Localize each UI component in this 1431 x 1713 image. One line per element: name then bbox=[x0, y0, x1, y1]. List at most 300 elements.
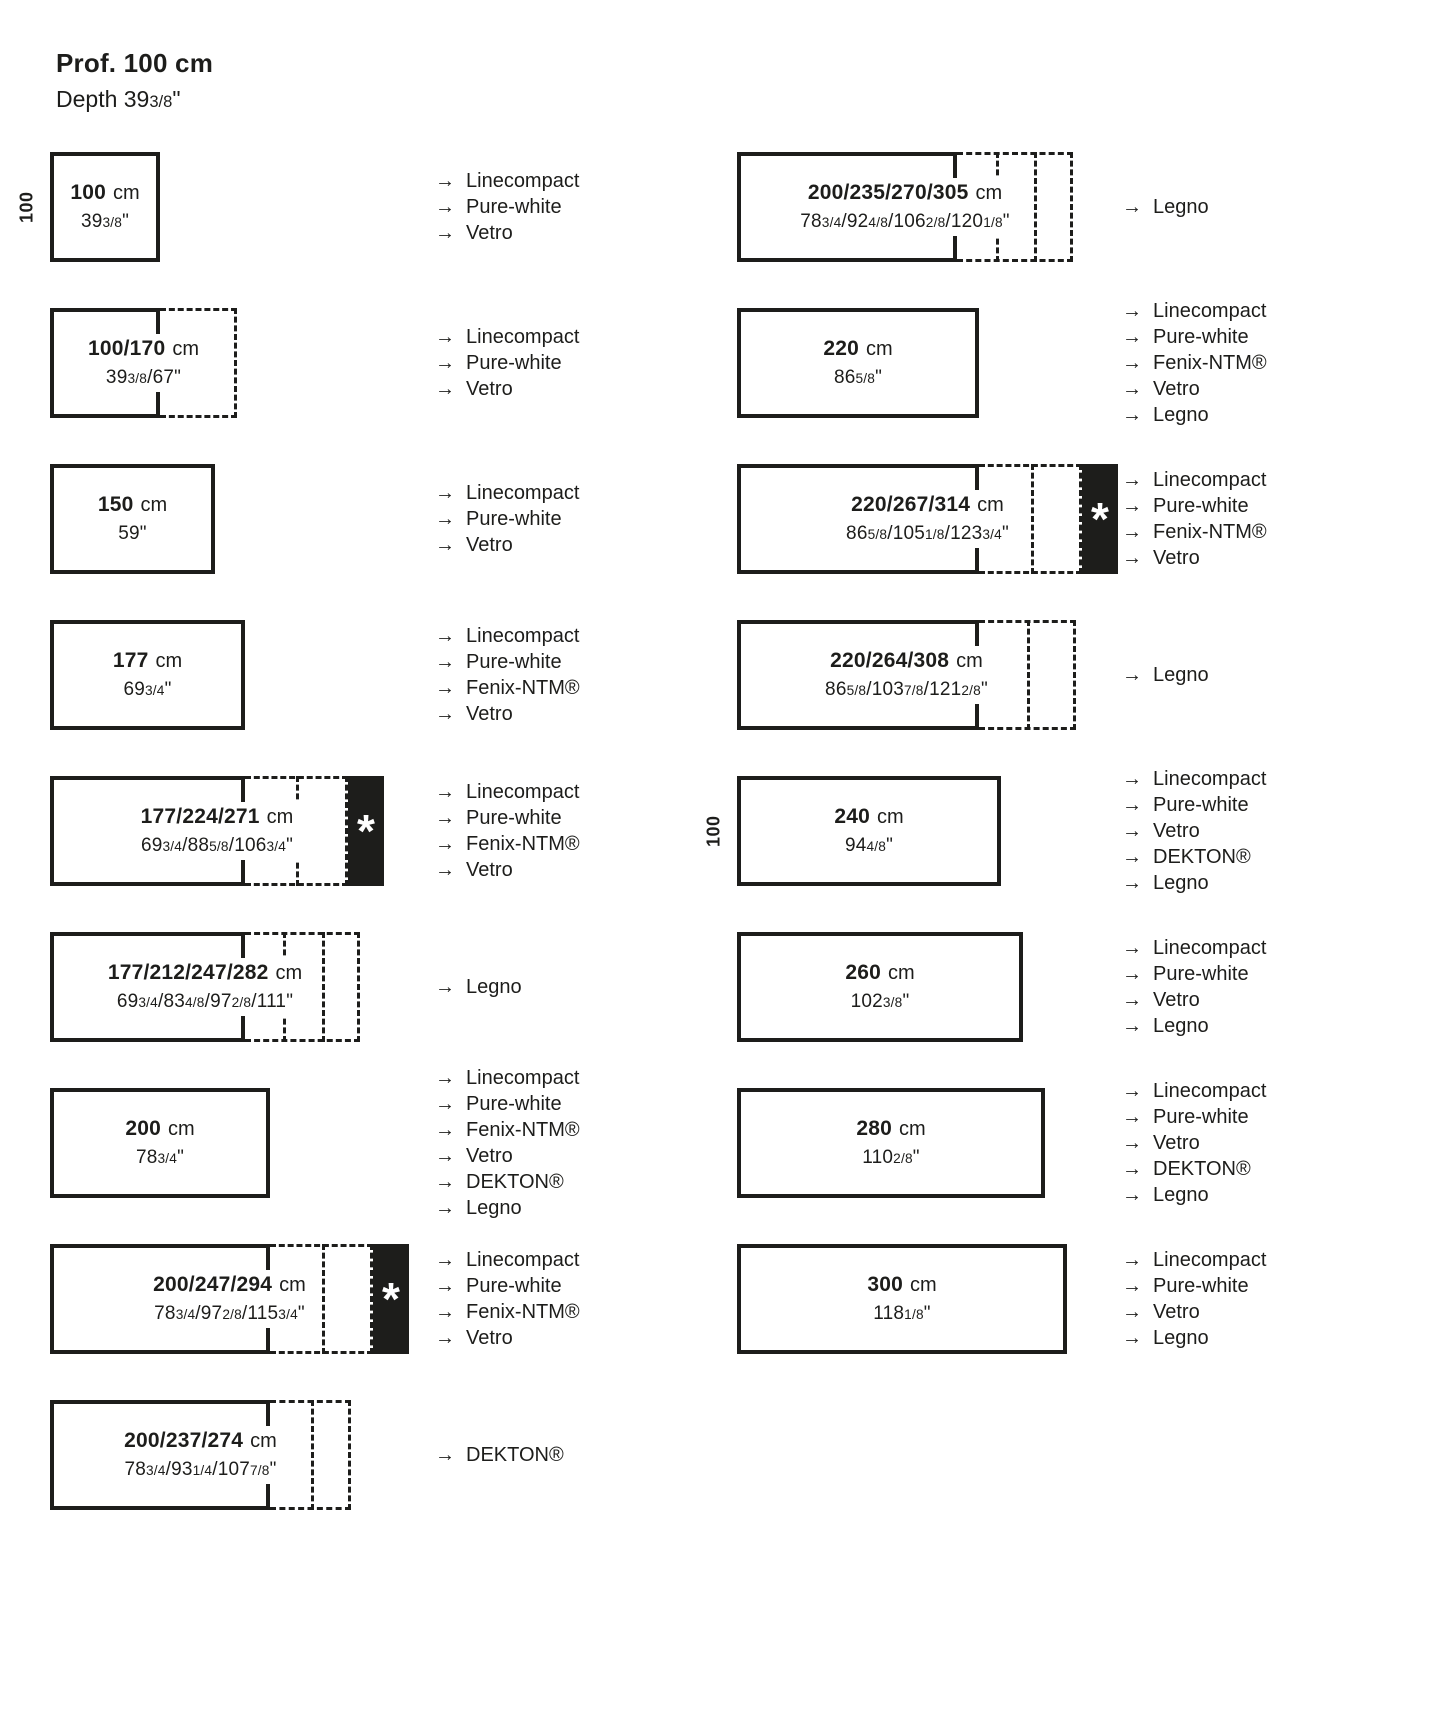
dimension-text: /93 bbox=[165, 1459, 193, 1480]
size-diagram bbox=[737, 1244, 1122, 1354]
extension-divider bbox=[1027, 620, 1030, 730]
material-item bbox=[1122, 298, 1267, 324]
fraction-text: 3/8 bbox=[149, 92, 173, 111]
size-inches-line bbox=[825, 679, 988, 701]
material-item bbox=[1122, 1104, 1266, 1130]
arrow-icon: → bbox=[1122, 1158, 1142, 1180]
arrow-icon: → bbox=[1122, 300, 1142, 322]
dimension-text: /105 bbox=[887, 523, 925, 544]
size-cm-line bbox=[125, 1117, 194, 1141]
material-item bbox=[435, 1065, 580, 1091]
size-cm-value: 220/264/308 bbox=[830, 649, 950, 672]
extension-divider bbox=[322, 932, 325, 1042]
materials-cell bbox=[435, 308, 579, 418]
size-diagram bbox=[50, 1244, 435, 1354]
depth-side-label: 100 bbox=[16, 191, 37, 223]
arrow-icon: → bbox=[435, 1301, 455, 1323]
size-row bbox=[50, 1400, 580, 1510]
arrow-icon: → bbox=[435, 170, 455, 192]
fraction-text: 3/8 bbox=[102, 215, 123, 230]
tabletop-outline bbox=[50, 152, 160, 262]
size-diagram bbox=[50, 1088, 435, 1198]
size-cm-value: 220/267/314 bbox=[851, 493, 971, 516]
dimension-text: 78 bbox=[135, 1147, 158, 1168]
materials-list bbox=[1122, 1078, 1266, 1208]
material-label: Vetro bbox=[466, 859, 513, 881]
tabletop-outline bbox=[737, 776, 1001, 886]
size-diagram bbox=[50, 464, 435, 574]
size-cm-value: 280 bbox=[856, 1117, 892, 1140]
size-row bbox=[737, 152, 1267, 262]
arrow-icon: → bbox=[1122, 404, 1142, 426]
tabletop-outline bbox=[50, 464, 215, 574]
fraction-text: 1/8 bbox=[924, 527, 945, 542]
size-cm-unit: cm bbox=[167, 1118, 195, 1140]
material-label: Linecompact bbox=[1153, 1080, 1267, 1102]
arrow-icon: → bbox=[1122, 326, 1142, 348]
arrow-icon: → bbox=[435, 781, 455, 803]
fraction-text: 3/4 bbox=[278, 1307, 298, 1322]
extension-divider bbox=[1034, 152, 1037, 262]
size-cm-value: 220 bbox=[823, 337, 859, 360]
material-label: Vetro bbox=[466, 534, 513, 556]
asterisk-icon: * bbox=[357, 805, 375, 857]
materials-cell bbox=[1122, 1080, 1267, 1206]
size-cm-unit: cm bbox=[909, 1274, 937, 1296]
dimension-text: " bbox=[269, 1459, 277, 1480]
size-diagram bbox=[50, 620, 435, 730]
tabletop-outline bbox=[50, 1400, 351, 1510]
size-row bbox=[737, 464, 1267, 574]
size-inches-line bbox=[845, 991, 914, 1013]
size-label bbox=[117, 1114, 202, 1172]
material-label: Vetro bbox=[466, 1145, 513, 1167]
material-label: Fenix-NTM® bbox=[466, 1119, 580, 1141]
material-item bbox=[435, 506, 579, 532]
fraction-text: 5/8 bbox=[855, 371, 876, 386]
material-label: Legno bbox=[1153, 1327, 1209, 1349]
arrow-icon: → bbox=[435, 508, 455, 530]
dimension-text: " bbox=[980, 679, 988, 700]
materials-cell bbox=[1122, 300, 1267, 426]
fraction-text: 3/8 bbox=[127, 371, 148, 386]
arrow-icon: → bbox=[1122, 547, 1142, 569]
dimension-text: /97 bbox=[195, 1303, 223, 1324]
material-item bbox=[435, 376, 579, 402]
arrow-icon: → bbox=[1122, 469, 1142, 491]
material-label: Pure-white bbox=[1153, 1106, 1249, 1128]
fraction-text: 2/8 bbox=[231, 995, 252, 1010]
size-label bbox=[815, 334, 900, 392]
dimension-text: 78 bbox=[800, 211, 822, 232]
material-label: Vetro bbox=[1153, 378, 1200, 400]
materials-cell bbox=[1122, 1244, 1266, 1354]
arrow-icon: → bbox=[1122, 495, 1142, 517]
material-item bbox=[435, 857, 580, 883]
material-item bbox=[1122, 467, 1267, 493]
size-inches-line bbox=[823, 367, 892, 389]
material-item bbox=[435, 1195, 580, 1221]
size-cm-line bbox=[800, 181, 1010, 205]
dimension-text: /123 bbox=[944, 523, 983, 544]
arrow-icon: → bbox=[1122, 1327, 1142, 1349]
material-label: Legno bbox=[466, 976, 522, 998]
material-label: Fenix-NTM® bbox=[1153, 352, 1267, 374]
dimension-text: 39 bbox=[105, 367, 128, 388]
size-cm-line bbox=[846, 493, 1009, 517]
asterisk-icon: * bbox=[382, 1273, 400, 1325]
material-item bbox=[1122, 1156, 1266, 1182]
size-label bbox=[848, 1114, 933, 1172]
size-cm-unit: cm bbox=[898, 1118, 926, 1140]
materials-cell bbox=[435, 152, 579, 262]
size-inches-line bbox=[70, 211, 139, 233]
dimension-text: " bbox=[177, 1147, 185, 1168]
depth-side-label: 100 bbox=[703, 815, 724, 847]
material-label: Linecompact bbox=[466, 625, 580, 647]
size-cm-line bbox=[867, 1273, 936, 1297]
size-cm-value: 100 bbox=[70, 181, 106, 204]
size-diagram bbox=[737, 308, 1122, 418]
arrow-icon: → bbox=[435, 677, 455, 699]
tabletop-outline bbox=[50, 1244, 409, 1354]
materials-list bbox=[1122, 662, 1209, 688]
fraction-text: 3/4 bbox=[145, 1463, 166, 1478]
material-item bbox=[1122, 935, 1266, 961]
size-cm-unit: cm bbox=[172, 338, 199, 360]
dimension-text: " bbox=[286, 835, 294, 856]
material-item bbox=[435, 1117, 580, 1143]
material-item bbox=[435, 350, 579, 376]
size-cm-unit: cm bbox=[112, 182, 140, 204]
size-inches-line bbox=[834, 835, 903, 857]
material-item bbox=[435, 324, 579, 350]
dimension-text: 78 bbox=[154, 1303, 176, 1324]
material-item bbox=[1122, 545, 1267, 571]
arrow-icon: → bbox=[435, 1444, 455, 1466]
size-row bbox=[737, 620, 1267, 730]
dimension-text: 86 bbox=[846, 523, 868, 544]
dimension-text: /67" bbox=[147, 367, 182, 388]
arrow-icon: → bbox=[435, 1067, 455, 1089]
size-diagram bbox=[737, 1088, 1122, 1198]
fraction-text: 5/8 bbox=[209, 839, 229, 854]
dimension-text: " bbox=[875, 367, 883, 388]
materials-cell bbox=[1122, 152, 1209, 262]
dimension-text: " bbox=[902, 991, 910, 1012]
arrow-icon: → bbox=[1122, 1106, 1142, 1128]
size-cm-value: 260 bbox=[845, 961, 881, 984]
size-cm-line bbox=[845, 961, 914, 985]
size-inches-line bbox=[867, 1303, 936, 1325]
materials-list bbox=[435, 1442, 564, 1468]
material-item bbox=[1122, 402, 1267, 428]
dimension-text: " bbox=[122, 211, 130, 232]
size-label bbox=[80, 334, 207, 392]
materials-cell bbox=[1122, 768, 1267, 894]
materials-list bbox=[1122, 194, 1209, 220]
material-label: Linecompact bbox=[466, 1249, 580, 1271]
materials-list bbox=[1122, 935, 1266, 1039]
dimension-text: 86 bbox=[833, 367, 856, 388]
materials-cell bbox=[1122, 464, 1267, 574]
material-label: Linecompact bbox=[1153, 768, 1267, 790]
size-cm-unit: cm bbox=[975, 182, 1003, 204]
size-cm-value: 200/235/270/305 bbox=[807, 181, 969, 204]
size-cm-unit: cm bbox=[956, 650, 983, 672]
extension-divider bbox=[322, 1244, 325, 1354]
material-label: Fenix-NTM® bbox=[466, 1301, 580, 1323]
dimension-text: 94 bbox=[844, 835, 867, 856]
fraction-text: 7/8 bbox=[903, 683, 924, 698]
material-label: Pure-white bbox=[466, 1275, 562, 1297]
material-item bbox=[1122, 1182, 1266, 1208]
fraction-text: 1/8 bbox=[983, 215, 1003, 230]
arrow-icon: → bbox=[435, 703, 455, 725]
material-label: Vetro bbox=[1153, 820, 1200, 842]
materials-list bbox=[1122, 766, 1266, 896]
size-cm-line bbox=[141, 805, 294, 829]
fraction-text: 7/8 bbox=[250, 1463, 270, 1478]
size-cm-value: 100/170 bbox=[88, 337, 166, 360]
materials-list bbox=[435, 779, 580, 883]
material-item bbox=[1122, 324, 1267, 350]
fraction-text: 3/4 bbox=[175, 1307, 196, 1322]
tabletop-outline bbox=[50, 1088, 270, 1198]
materials-cell bbox=[435, 1067, 580, 1219]
materials-list bbox=[435, 623, 580, 727]
fraction-text: 2/8 bbox=[222, 1307, 242, 1322]
arrow-icon: → bbox=[1122, 1015, 1142, 1037]
material-item bbox=[435, 1091, 580, 1117]
arrow-icon: → bbox=[1122, 989, 1142, 1011]
materials-list bbox=[435, 324, 579, 402]
arrow-icon: → bbox=[435, 352, 455, 374]
dimension-text: " bbox=[297, 1303, 305, 1324]
size-label bbox=[826, 802, 911, 860]
material-label: Legno bbox=[1153, 196, 1209, 218]
material-item bbox=[435, 1169, 580, 1195]
size-row bbox=[50, 776, 580, 886]
asterisk-marker bbox=[373, 1244, 409, 1354]
material-item bbox=[1122, 766, 1266, 792]
material-item bbox=[1122, 1078, 1266, 1104]
size-cm-line bbox=[124, 1429, 277, 1453]
material-label: Vetro bbox=[1153, 1132, 1200, 1154]
fraction-text: 3/4 bbox=[162, 839, 183, 854]
material-label: Linecompact bbox=[1153, 469, 1267, 491]
size-inches-line bbox=[141, 835, 294, 857]
size-cm-unit: cm bbox=[977, 494, 1004, 516]
dimension-text: 102 bbox=[850, 991, 883, 1012]
material-item bbox=[435, 805, 580, 831]
material-item bbox=[435, 649, 580, 675]
size-row bbox=[50, 1244, 580, 1354]
arrow-icon: → bbox=[435, 482, 455, 504]
material-item bbox=[435, 1247, 580, 1273]
material-label: DEKTON® bbox=[1153, 846, 1251, 868]
size-row bbox=[737, 300, 1267, 426]
arrow-icon: → bbox=[435, 196, 455, 218]
material-item bbox=[1122, 194, 1209, 220]
size-row bbox=[737, 1244, 1267, 1354]
size-diagram bbox=[737, 620, 1122, 730]
size-cm-line bbox=[70, 181, 139, 205]
material-label: Legno bbox=[1153, 872, 1209, 894]
fraction-text: 1/8 bbox=[904, 1307, 924, 1322]
material-item bbox=[1122, 818, 1266, 844]
size-label bbox=[859, 1270, 944, 1328]
dimension-text: " bbox=[1002, 211, 1010, 232]
arrow-icon: → bbox=[1122, 1132, 1142, 1154]
arrow-icon: → bbox=[1122, 963, 1142, 985]
size-cm-value: 300 bbox=[867, 1273, 903, 1296]
page-header bbox=[56, 48, 213, 113]
material-label: Pure-white bbox=[1153, 326, 1249, 348]
material-label: Vetro bbox=[466, 1327, 513, 1349]
material-label: Pure-white bbox=[1153, 963, 1249, 985]
arrow-icon: → bbox=[1122, 196, 1142, 218]
material-item bbox=[1122, 662, 1209, 688]
tabletop-outline bbox=[737, 620, 1076, 730]
material-item bbox=[435, 1299, 580, 1325]
dimension-text: 59" bbox=[118, 523, 147, 544]
fraction-text: 3/4 bbox=[982, 527, 1002, 542]
materials-cell bbox=[435, 620, 580, 730]
size-label bbox=[837, 958, 922, 1016]
size-row bbox=[50, 1067, 580, 1219]
material-item bbox=[1122, 961, 1266, 987]
materials-cell bbox=[435, 1244, 580, 1354]
material-label: Linecompact bbox=[466, 326, 580, 348]
material-label: Pure-white bbox=[466, 651, 562, 673]
size-cm-value: 177 bbox=[112, 649, 149, 672]
materials-cell bbox=[1122, 620, 1209, 730]
material-label: DEKTON® bbox=[1153, 1158, 1251, 1180]
material-label: Linecompact bbox=[1153, 937, 1267, 959]
tabletop-outline bbox=[737, 464, 1118, 574]
dimension-text: /107 bbox=[212, 1459, 250, 1480]
size-label bbox=[817, 646, 996, 704]
size-row bbox=[50, 308, 580, 418]
size-inches-line bbox=[124, 1459, 277, 1481]
material-item bbox=[435, 194, 579, 220]
size-diagram bbox=[50, 308, 435, 418]
dimension-text: /92 bbox=[841, 211, 869, 232]
asterisk-icon: * bbox=[1091, 493, 1109, 545]
size-cm-line bbox=[823, 337, 892, 361]
dimension-text: /106 bbox=[888, 211, 926, 232]
dimension-text: Depth 39 bbox=[56, 86, 150, 112]
size-inches-line bbox=[113, 679, 182, 701]
arrow-icon: → bbox=[1122, 846, 1142, 868]
material-item bbox=[435, 701, 580, 727]
dimension-text: " bbox=[164, 679, 172, 700]
materials-list bbox=[435, 1065, 580, 1221]
tabletop-outline bbox=[737, 308, 979, 418]
size-label bbox=[116, 1426, 285, 1484]
size-inches-line bbox=[108, 991, 302, 1013]
material-label: Vetro bbox=[466, 222, 513, 244]
size-cm-line bbox=[856, 1117, 925, 1141]
tabletop-outline bbox=[737, 1244, 1067, 1354]
size-inches-line bbox=[88, 367, 199, 389]
material-item bbox=[435, 168, 579, 194]
size-inches-line bbox=[125, 1147, 194, 1169]
material-item bbox=[435, 220, 579, 246]
size-cm-value: 150 bbox=[97, 493, 134, 516]
dimension-text: /103 bbox=[866, 679, 904, 700]
material-label: DEKTON® bbox=[466, 1444, 564, 1466]
dimension-text: 78 bbox=[124, 1459, 146, 1480]
material-item bbox=[1122, 987, 1266, 1013]
size-row bbox=[50, 932, 580, 1042]
arrow-icon: → bbox=[1122, 664, 1142, 686]
materials-cell bbox=[435, 932, 522, 1042]
page-subtitle bbox=[56, 86, 213, 113]
asterisk-marker bbox=[1082, 464, 1118, 574]
arrow-icon: → bbox=[435, 1171, 455, 1193]
material-item bbox=[435, 974, 522, 1000]
size-cm-line bbox=[108, 961, 302, 985]
arrow-icon: → bbox=[1122, 352, 1142, 374]
arrow-icon: → bbox=[435, 1275, 455, 1297]
size-label bbox=[90, 490, 175, 548]
arrow-icon: → bbox=[1122, 1275, 1142, 1297]
dimension-text: 86 bbox=[825, 679, 847, 700]
arrow-icon: → bbox=[435, 1119, 455, 1141]
size-diagram bbox=[737, 932, 1122, 1042]
tabletop-outline bbox=[50, 620, 245, 730]
tabletop-outline bbox=[50, 932, 360, 1042]
material-item bbox=[1122, 1299, 1266, 1325]
material-label: DEKTON® bbox=[466, 1171, 564, 1193]
fraction-text: 3/4 bbox=[266, 839, 287, 854]
dimension-text: /106 bbox=[228, 835, 267, 856]
size-label bbox=[838, 490, 1017, 548]
size-cm-line bbox=[825, 649, 988, 673]
material-label: Legno bbox=[466, 1197, 522, 1219]
size-inches-line bbox=[98, 523, 167, 545]
arrow-icon: → bbox=[435, 1093, 455, 1115]
extension-divider bbox=[311, 1400, 314, 1510]
fraction-text: 3/4 bbox=[138, 995, 158, 1010]
size-diagram bbox=[50, 932, 435, 1042]
material-item bbox=[435, 1442, 564, 1468]
materials-cell bbox=[435, 464, 579, 574]
material-label: Linecompact bbox=[466, 781, 580, 803]
arrow-icon: → bbox=[435, 1145, 455, 1167]
material-label: Pure-white bbox=[1153, 794, 1249, 816]
dimension-text: /97 bbox=[204, 991, 232, 1012]
dimension-text: /120 bbox=[945, 211, 984, 232]
dimension-text: 39 bbox=[80, 211, 103, 232]
size-cm-unit: cm bbox=[275, 962, 303, 984]
material-label: Legno bbox=[1153, 664, 1209, 686]
material-label: Legno bbox=[1153, 404, 1209, 426]
arrow-icon: → bbox=[435, 651, 455, 673]
material-item bbox=[1122, 1013, 1266, 1039]
material-item bbox=[435, 480, 579, 506]
size-row bbox=[50, 464, 580, 574]
material-label: Vetro bbox=[1153, 547, 1200, 569]
size-cm-line bbox=[113, 649, 182, 673]
size-diagram bbox=[703, 776, 1122, 886]
arrow-icon: → bbox=[435, 625, 455, 647]
dimension-text: 69 bbox=[140, 835, 163, 856]
size-inches-line bbox=[846, 523, 1009, 545]
size-cm-value: 200/247/294 bbox=[153, 1273, 273, 1296]
